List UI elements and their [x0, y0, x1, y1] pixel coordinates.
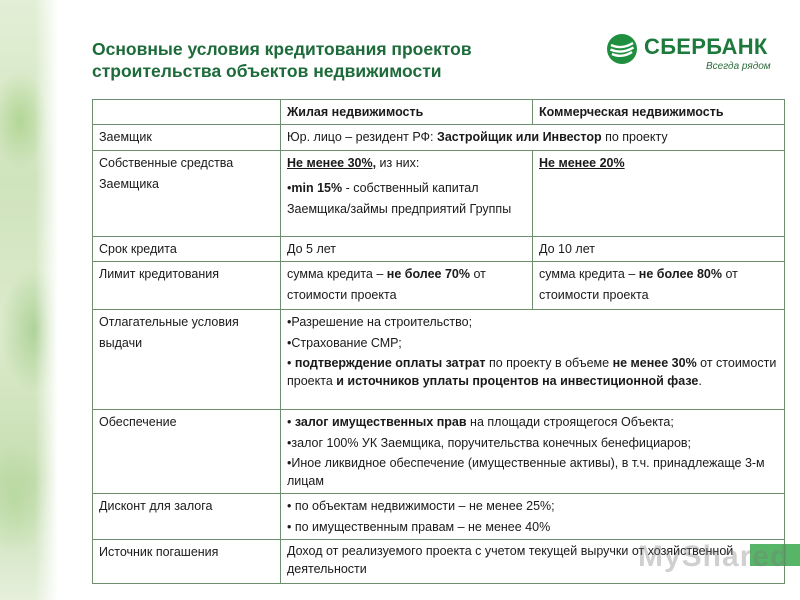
limit-commercial-prefix: сумма кредита – [539, 267, 639, 281]
collateral-bullet-3: •Иное ликвидное обеспечение (имущественные активы), в т.ч. принадлежаще 3-м лицам [287, 456, 765, 488]
conditions-bullet-3-text-2: от стоимости проекта [287, 356, 777, 388]
header-corner-cell [93, 100, 281, 125]
conditions-label-line-1: Отлагательные условия [99, 315, 239, 329]
discount-bullet-2: • по имущественным правам – не менее 40% [287, 520, 551, 534]
table-row-limit [93, 262, 785, 310]
conditions-bullet-1: •Разрешение на строительство; [287, 315, 473, 329]
own-funds-residential-main [287, 153, 526, 174]
own-funds-commercial [533, 151, 785, 237]
collateral-rights-pledge: залог имущественных прав [294, 415, 467, 429]
row-label-term: Срок кредита [93, 237, 281, 262]
row-label-borrower: Заемщик [93, 125, 281, 151]
collateral-value [281, 410, 785, 494]
own-funds-min-capital: min 15% [291, 181, 343, 195]
row-label-discount: Дисконт для залога [93, 494, 281, 540]
discount-bullet-1-text: по объектам недвижимости – не менее 25%; [294, 499, 555, 513]
term-commercial: До 10 лет [533, 237, 785, 262]
collateral-bullet-2: •залог 100% УК Заемщика, поручительства конечных бенефициаров; [287, 436, 692, 450]
watermark-text: MyShared [638, 540, 790, 573]
borrower-value-bold: Застройщик или Инвестор [437, 130, 602, 144]
conditions-bullet-2-text: Страхование СМР; [291, 336, 402, 350]
row-label-repayment: Источник погашения [93, 540, 281, 584]
table-row-discount [93, 494, 785, 540]
page-title-line-1: Основные условия кредитования проектов [92, 39, 472, 59]
limit-residential-prefix: сумма кредита – [287, 267, 387, 281]
logo-slogan: Всегда рядом [706, 61, 771, 72]
limit-residential [281, 262, 533, 310]
logo-name: СБЕРБАНК [644, 34, 768, 59]
conditions-interest-sources: и источников уплаты процентов на инвестиционной фазе [336, 374, 699, 388]
own-funds-label-line-2: Заемщика [99, 177, 160, 191]
collateral-bullet-2-text: залог 100% УК Заемщика, поручительства конечных бенефициаров; [291, 436, 692, 450]
own-funds-residential-suffix: из них: [376, 156, 420, 170]
own-funds-commercial-min: Не менее 20% [539, 156, 625, 170]
conditions-value [281, 310, 785, 410]
table-row-collateral [93, 410, 785, 494]
row-label-conditions [93, 310, 281, 410]
discount-bullet-1: • по объектам недвижимости – не менее 25%; [287, 499, 555, 513]
own-funds-residential-min: Не менее 30%, [287, 156, 377, 170]
header-residential: Жилая недвижимость [281, 100, 533, 125]
own-funds-residential-bullet: •min 15% - собственный капитал Заемщика/займы предприятий Группы [287, 181, 512, 216]
conditions-bullet-3: • подтверждение оплаты затрат по проекту в объеме не менее 30% от стоимости проекта и источников уплаты процентов на инвестиционной фазе. [287, 356, 777, 388]
own-funds-residential [281, 151, 533, 237]
term-residential: До 5 лет [281, 237, 533, 262]
decorative-leaf-background [0, 0, 58, 600]
conditions-payment-proof: подтверждение оплаты затрат [294, 356, 486, 370]
conditions-bullet-3-text-1: по проекту в объеме [485, 356, 613, 370]
page-title-line-2: строительства объектов недвижимости [92, 61, 442, 81]
limit-commercial-suffix: от стоимости проекта [539, 267, 738, 302]
credit-terms-table [92, 99, 785, 584]
conditions-bullet-2: •Страхование СМР; [287, 336, 402, 350]
limit-commercial-bold: не более 80% [638, 267, 722, 281]
borrower-value-suffix: по проекту [601, 130, 668, 144]
conditions-min-share: не менее 30% [612, 356, 697, 370]
own-funds-label-line-1: Собственные средства [99, 156, 234, 170]
collateral-bullet-3-text: Иное ликвидное обеспечение (имущественные активы), в т.ч. принадлежаще 3-м лицам [287, 456, 765, 488]
row-label-limit: Лимит кредитования [93, 262, 281, 310]
collateral-bullet-1-text: на площади строящегося Объекта; [466, 415, 674, 429]
table-row-conditions [93, 310, 785, 410]
table-row-term [93, 237, 785, 262]
page-title [92, 38, 572, 82]
limit-residential-suffix: от стоимости проекта [287, 267, 486, 302]
table-row-borrower [93, 125, 785, 151]
borrower-value-text: Юр. лицо – резидент РФ: [287, 130, 438, 144]
sberbank-logo [606, 33, 776, 75]
discount-bullet-2-text: по имущественным правам – не менее 40% [294, 520, 551, 534]
own-funds-capital-text: - собственный капитал [342, 181, 479, 195]
conditions-label-line-2: выдачи [99, 336, 143, 350]
borrower-value [281, 125, 785, 151]
conditions-bullet-1-text: Разрешение на строительство; [291, 315, 473, 329]
repayment-value: Доход от реализуемого проекта с учетом текущей выручки от хозяйственной деятельности [281, 540, 785, 584]
limit-residential-bold: не более 70% [386, 267, 470, 281]
row-label-own-funds [93, 151, 281, 237]
header-commercial: Коммерческая недвижимость [533, 100, 785, 125]
watermark [604, 540, 800, 580]
row-label-collateral: Обеспечение [93, 410, 281, 494]
table-header-row [93, 100, 785, 125]
table-row-own-funds [93, 151, 785, 237]
own-funds-loans-text: Заемщика/займы предприятий Группы [287, 202, 512, 216]
conditions-bullet-3-end: . [698, 374, 702, 388]
limit-commercial [533, 262, 785, 310]
discount-value [281, 494, 785, 540]
sberbank-logo-icon [606, 33, 638, 65]
collateral-bullet-1: • залог имущественных прав на площади строящегося Объекта; [287, 415, 674, 429]
